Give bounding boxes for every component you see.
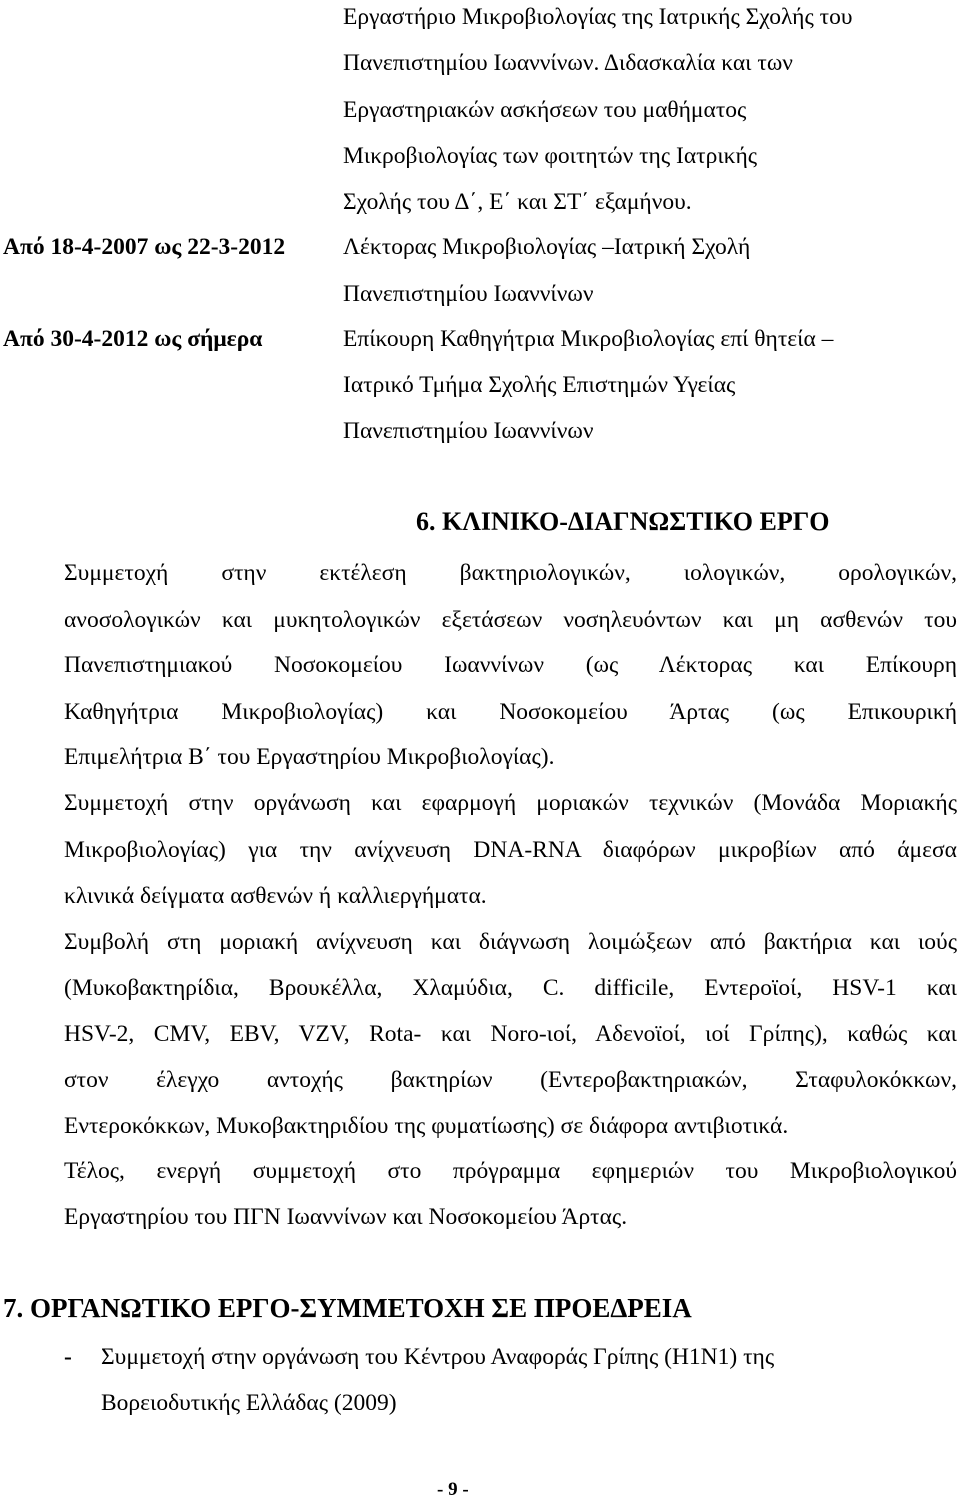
bullet-marker: - bbox=[64, 1344, 72, 1370]
list-item-line: Βορειοδυτικής Ελλάδας (2009) bbox=[101, 1390, 397, 1416]
list-item-line: Συμμετοχή στην οργάνωση του Κέντρου Αναφοράς Γρίπης (H1N1) της bbox=[101, 1344, 775, 1370]
paragraph-line: Εργαστηρίου του ΠΓΝ Ιωαννίνων και Νοσοκομείου Άρτας. bbox=[64, 1204, 628, 1230]
paragraph-line: στον έλεγχο αντοχής βακτηρίων (Εντεροβακτηριακών, Σταφυλοκόκκων, bbox=[64, 1067, 957, 1093]
cv-text-line: Εργαστήριο Μικροβιολογίας της Ιατρικής Σχολής του bbox=[343, 4, 853, 30]
paragraph-line: κλινικά δείγματα ασθενών ή καλλιεργήματα. bbox=[64, 883, 487, 909]
paragraph-line: Συμβολή στη μοριακή ανίχνευση και διάγνωση λοιμώξεων από βακτήρια και ιούς bbox=[64, 929, 957, 955]
cv-text-line: Πανεπιστημίου Ιωαννίνων. Διδασκαλία και των bbox=[343, 50, 793, 76]
cv-text-line: Μικροβιολογίας των φοιτητών της Ιατρικής bbox=[343, 143, 758, 169]
entry-date: Από 18-4-2007 ως 22-3-2012 bbox=[3, 234, 286, 260]
entry-text-line: Πανεπιστημίου Ιωαννίνων bbox=[343, 281, 594, 307]
paragraph-line: (Μυκοβακτηρίδια, Βρουκέλλα, Χλαμύδια, C. difficile, Εντεροϊοί, HSV-1 και bbox=[64, 975, 957, 1001]
cv-text-line: Σχολής του Δ΄, Ε΄ και ΣΤ΄ εξαμήνου. bbox=[343, 189, 692, 215]
section-heading: 7. ΟΡΓΑΝΩΤΙΚΟ ΕΡΓΟ-ΣΥΜΜΕΤΟΧΗ ΣΕ ΠΡΟΕΔΡΕΙΑ bbox=[3, 1293, 692, 1323]
paragraph-line: Καθηγήτρια Μικροβιολογίας) και Νοσοκομείου Άρτας (ως Επικουρική bbox=[64, 699, 957, 725]
entry-text-line: Επίκουρη Καθηγήτρια Μικροβιολογίας επί θητεία – bbox=[343, 326, 834, 352]
page-number: - 9 - bbox=[437, 1479, 469, 1500]
paragraph-line: Συμμετοχή στην εκτέλεση βακτηριολογικών, ιολογικών, ορολογικών, bbox=[64, 560, 957, 586]
paragraph-line: Τέλος, ενεργή συμμετοχή στο πρόγραμμα εφημεριών του Μικροβιολογικού bbox=[64, 1158, 957, 1184]
paragraph-line: Συμμετοχή στην οργάνωση και εφαρμογή μοριακών τεχνικών (Μονάδα Μοριακής bbox=[64, 790, 957, 816]
paragraph-line: HSV-2, CMV, EBV, VZV, Rota- και Noro-ιοί, Αδενοϊοί, ιοί Γρίπης), καθώς και bbox=[64, 1021, 957, 1047]
entry-text-line: Λέκτορας Μικροβιολογίας –Ιατρική Σχολή bbox=[343, 234, 751, 260]
paragraph-line: Πανεπιστημιακού Νοσοκομείου Ιωαννίνων (ως Λέκτορας και Επίκουρη bbox=[64, 652, 957, 678]
paragraph-line: Μικροβιολογίας) για την ανίχνευση DNA-RNA διαφόρων μικροβίων από άμεσα bbox=[64, 837, 957, 863]
paragraph-line: ανοσολογικών και μυκητολογικών εξετάσεων νοσηλευόντων και μη ασθενών του bbox=[64, 607, 957, 633]
cv-text-line: Εργαστηριακών ασκήσεων του μαθήματος bbox=[343, 97, 747, 123]
section-heading: 6. ΚΛΙΝΙΚΟ-ΔΙΑΓΝΩΣΤΙΚΟ ΕΡΓΟ bbox=[416, 507, 830, 536]
entry-text-line: Πανεπιστημίου Ιωαννίνων bbox=[343, 418, 594, 444]
paragraph-line: Εντεροκόκκων, Μυκοβακτηριδίου της φυματίωσης) σε διάφορα αντιβιοτικά. bbox=[64, 1113, 789, 1139]
entry-date: Από 30-4-2012 ως σήμερα bbox=[3, 326, 263, 352]
entry-text-line: Ιατρικό Τμήμα Σχολής Επιστημών Υγείας bbox=[343, 372, 736, 398]
paragraph-line: Επιμελήτρια Β΄ του Εργαστηρίου Μικροβιολογίας). bbox=[64, 744, 555, 770]
